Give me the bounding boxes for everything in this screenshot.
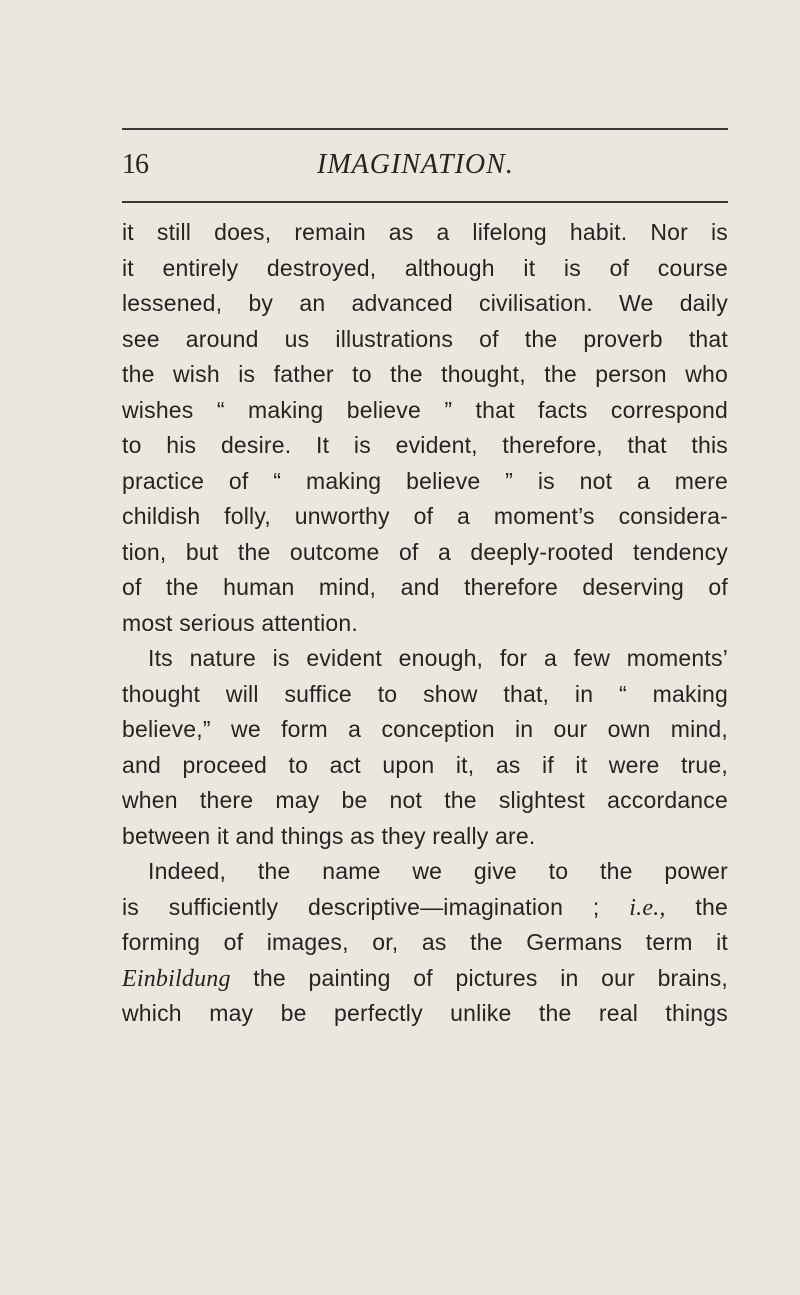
- text-line: when there may be not the slightest accordance: [122, 787, 728, 813]
- line-segment: the: [695, 893, 728, 920]
- text-line: tion, but the outcome of a deeply-rooted tendency: [122, 538, 728, 565]
- text-line: believe,” we form a conception in our own mind,: [122, 716, 728, 742]
- text-line-with-italic: [122, 890, 728, 926]
- body-text: [122, 215, 728, 1032]
- page-number: 16: [122, 149, 148, 180]
- header-rule-bottom: [122, 201, 728, 203]
- line-segment: is sufficiently descriptive—imagination ;: [122, 893, 600, 920]
- paragraph-start-line: Its nature is evident enough, for a few moments’: [148, 645, 728, 671]
- paragraph-end-line: between it and things as they really are.: [122, 822, 536, 849]
- text-line: which may be perfectly unlike the real things: [122, 1000, 728, 1026]
- text-line: to his desire. It is evident, therefore, that this: [122, 432, 728, 458]
- line-segment: the painting of pictures in our brains,: [253, 964, 729, 991]
- text-line: practice of “ making believe ” is not a mere: [122, 467, 728, 494]
- text-line: see around us illustrations of the proverb that: [122, 325, 728, 352]
- text-line: and proceed to act upon it, as if it were true,: [122, 751, 728, 778]
- header-rule-top: [122, 128, 728, 130]
- text-line: the wish is father to the thought, the person who: [122, 361, 728, 387]
- italic-term-ie: i.e.,: [629, 894, 666, 921]
- text-line: forming of images, or, as the Germans term it: [122, 929, 728, 955]
- paragraph-end-line: most serious attention.: [122, 609, 358, 636]
- running-title: IMAGINATION.: [317, 149, 514, 180]
- text-line: wishes “ making believe ” that facts correspond: [122, 396, 728, 423]
- italic-term-einbildung: Einbildung: [122, 965, 231, 992]
- text-line-with-italic: [122, 961, 728, 997]
- text-line: lessened, by an advanced civilisation. We daily: [122, 290, 728, 316]
- text-line: of the human mind, and therefore deserving of: [122, 574, 728, 600]
- text-line: it still does, remain as a lifelong habit. Nor is: [122, 219, 728, 245]
- text-line: it entirely destroyed, although it is of course: [122, 254, 728, 281]
- paragraph-start-line: Indeed, the name we give to the power: [148, 858, 728, 884]
- text-line: childish folly, unworthy of a moment’s considera-: [122, 503, 728, 529]
- text-line: thought will suffice to show that, in “ making: [122, 680, 728, 707]
